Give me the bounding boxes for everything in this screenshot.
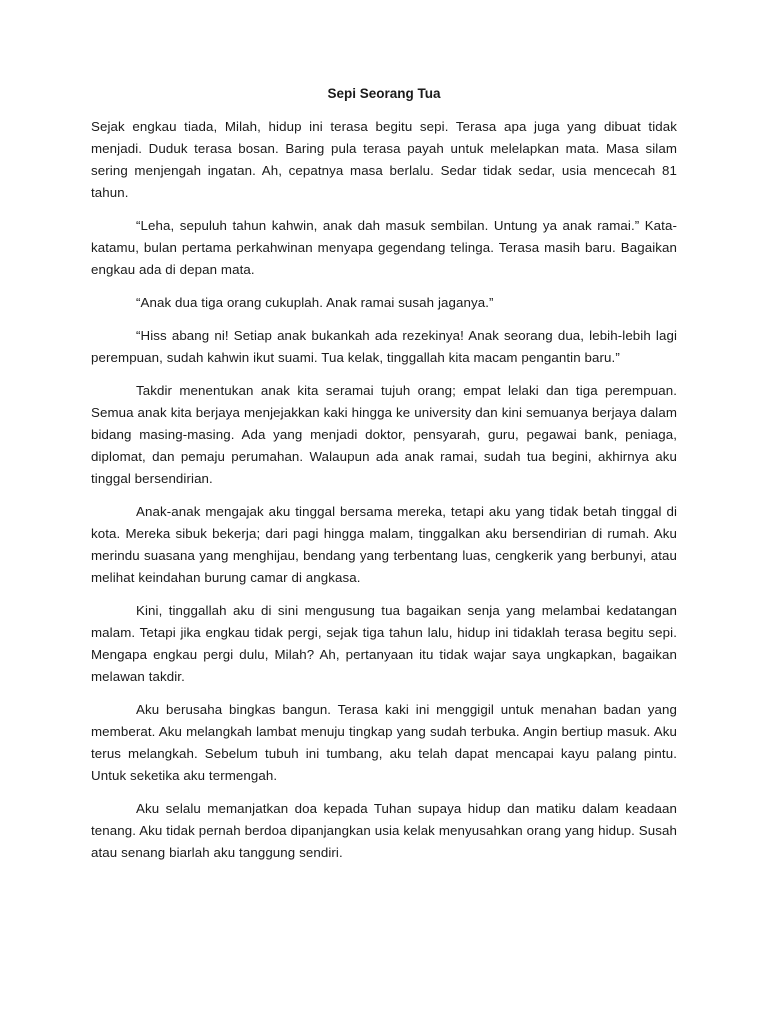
paragraph: Kini, tinggallah aku di sini mengusung tua bagaikan senja yang melambai kedatangan malam. Tetapi jika engkau tidak pergi, sejak tiga tahun lalu, hidup ini tidaklah terasa begitu sepi. Mengapa engkau pergi dulu, Milah? Ah, pertanyaan itu tidak wajar saya ungkapkan, bagaikan melawan takdir. <box>91 603 677 684</box>
document-body <box>91 116 677 875</box>
paragraph: “Anak dua tiga orang cukuplah. Anak ramai susah jaganya.” <box>136 295 494 310</box>
paragraph: Aku selalu memanjatkan doa kepada Tuhan supaya hidup dan matiku dalam keadaan tenang. Aku tidak pernah berdoa dipanjangkan usia kelak menyusahkan orang yang hidup. Susah atau senang biarlah aku tanggung sendiri. <box>91 801 677 860</box>
paragraph: Anak-anak mengajak aku tinggal bersama mereka, tetapi aku yang tidak betah tinggal di kota. Mereka sibuk bekerja; dari pagi hingga malam, tinggalkan aku bersendirian di rumah. Aku merindu suasana yang menghijau, bendang yang terbentang luas, cengkerik yang berbunyi, atau melihat keindahan burung camar di angkasa. <box>91 504 677 585</box>
paragraph: Sejak engkau tiada, Milah, hidup ini terasa begitu sepi. Terasa apa juga yang dibuat tidak menjadi. Duduk terasa bosan. Baring pula terasa payah untuk melelapkan mata. Masa silam sering menjengah ingatan. Ah, cepatnya masa berlalu. Sedar tidak sedar, usia mencecah 81 tahun. <box>91 119 677 200</box>
document-title: Sepi Seorang Tua <box>327 86 441 101</box>
paragraph: “Hiss abang ni! Setiap anak bukankah ada rezekinya! Anak seorang dua, lebih-lebih lagi perempuan, sudah kahwin ikut suami. Tua kelak, tinggallah kita macam pengantin baru.” <box>91 328 677 365</box>
paragraph: “Leha, sepuluh tahun kahwin, anak dah masuk sembilan. Untung ya anak ramai.” Kata-katamu, bulan pertama perkahwinan menyapa gegendang telinga. Terasa masih baru. Bagaikan engkau ada di depan mata. <box>91 218 677 277</box>
paragraph: Aku berusaha bingkas bangun. Terasa kaki ini menggigil untuk menahan badan yang memberat. Aku melangkah lambat menuju tingkap yang sudah terbuka. Angin bertiup masuk. Aku terus melangkah. Sebelum tubuh ini tumbang, aku telah dapat mencapai kayu palang pintu. Untuk seketika aku termengah. <box>91 702 677 783</box>
paragraph: Takdir menentukan anak kita seramai tujuh orang; empat lelaki dan tiga perempuan. Semua anak kita berjaya menjejakkan kaki hingga ke university dan kini semuanya berjaya dalam bidang masing-masing. Ada yang menjadi doktor, pensyarah, guru, pegawai bank, peniaga, diplomat, dan pemaju perumahan. Walaupun ada anak ramai, sudah tua begini, akhirnya aku tinggal bersendirian. <box>91 383 677 486</box>
